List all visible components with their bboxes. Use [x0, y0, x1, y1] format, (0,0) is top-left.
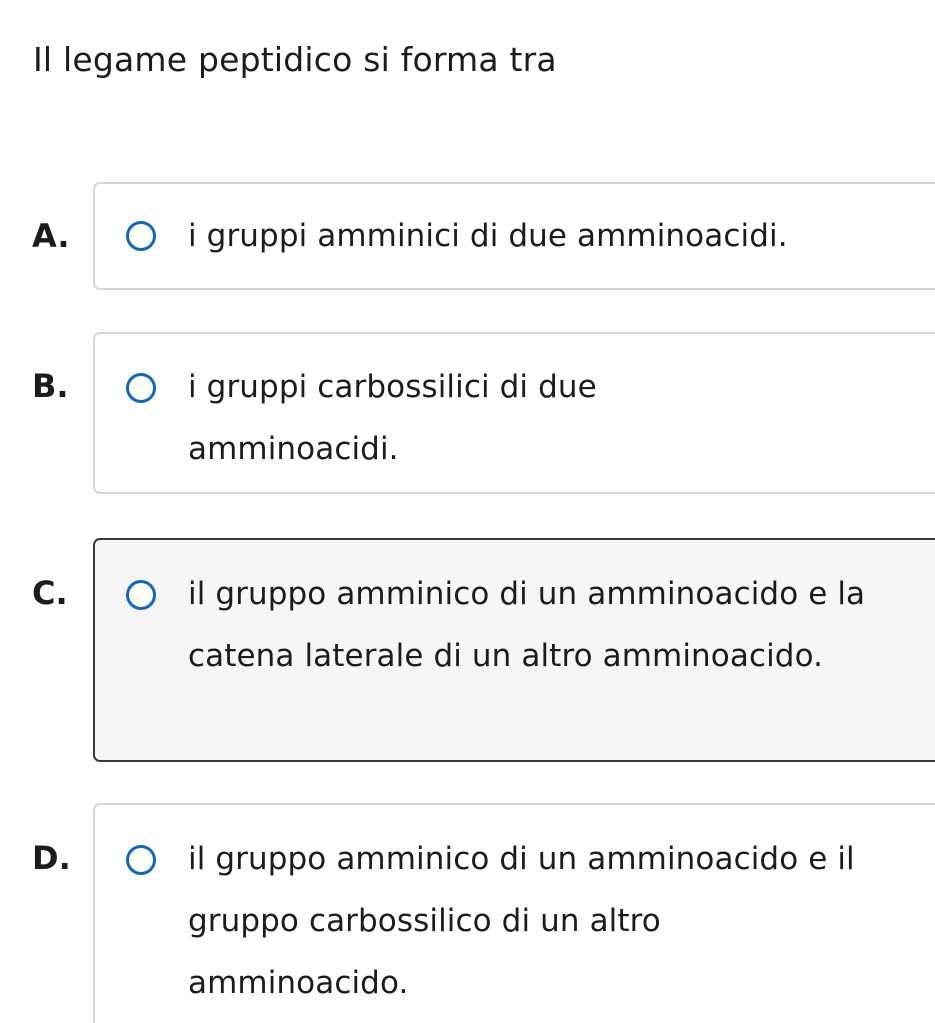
option-a-choice[interactable] [93, 182, 935, 290]
option-c-choice[interactable] [93, 538, 935, 762]
option-d-choice[interactable] [93, 803, 935, 1023]
option-b-label: i gruppi carbossilici di due amminoacidi. [188, 369, 597, 467]
option-b-letter: B. [32, 367, 69, 405]
question-text: Il legame peptidico si forma tra [33, 40, 557, 79]
option-b-choice[interactable] [93, 332, 935, 494]
option-b-radio-icon[interactable] [126, 373, 156, 403]
option-c-radio-icon[interactable] [126, 580, 156, 610]
option-c-letter: C. [32, 574, 68, 612]
option-d-radio-icon[interactable] [126, 845, 156, 875]
option-a-letter: A. [32, 217, 70, 255]
option-d-label: il gruppo amminico di un amminoacido e il gruppo carbossilico di un altro amminoacido. [188, 841, 855, 1001]
option-d-letter: D. [32, 839, 71, 877]
option-a-radio-icon[interactable] [126, 221, 156, 251]
option-c-label: il gruppo amminico di un amminoacido e la catena laterale di un altro amminoacido. [188, 576, 866, 674]
option-a-label: i gruppi amminici di due amminoacidi. [188, 218, 788, 254]
